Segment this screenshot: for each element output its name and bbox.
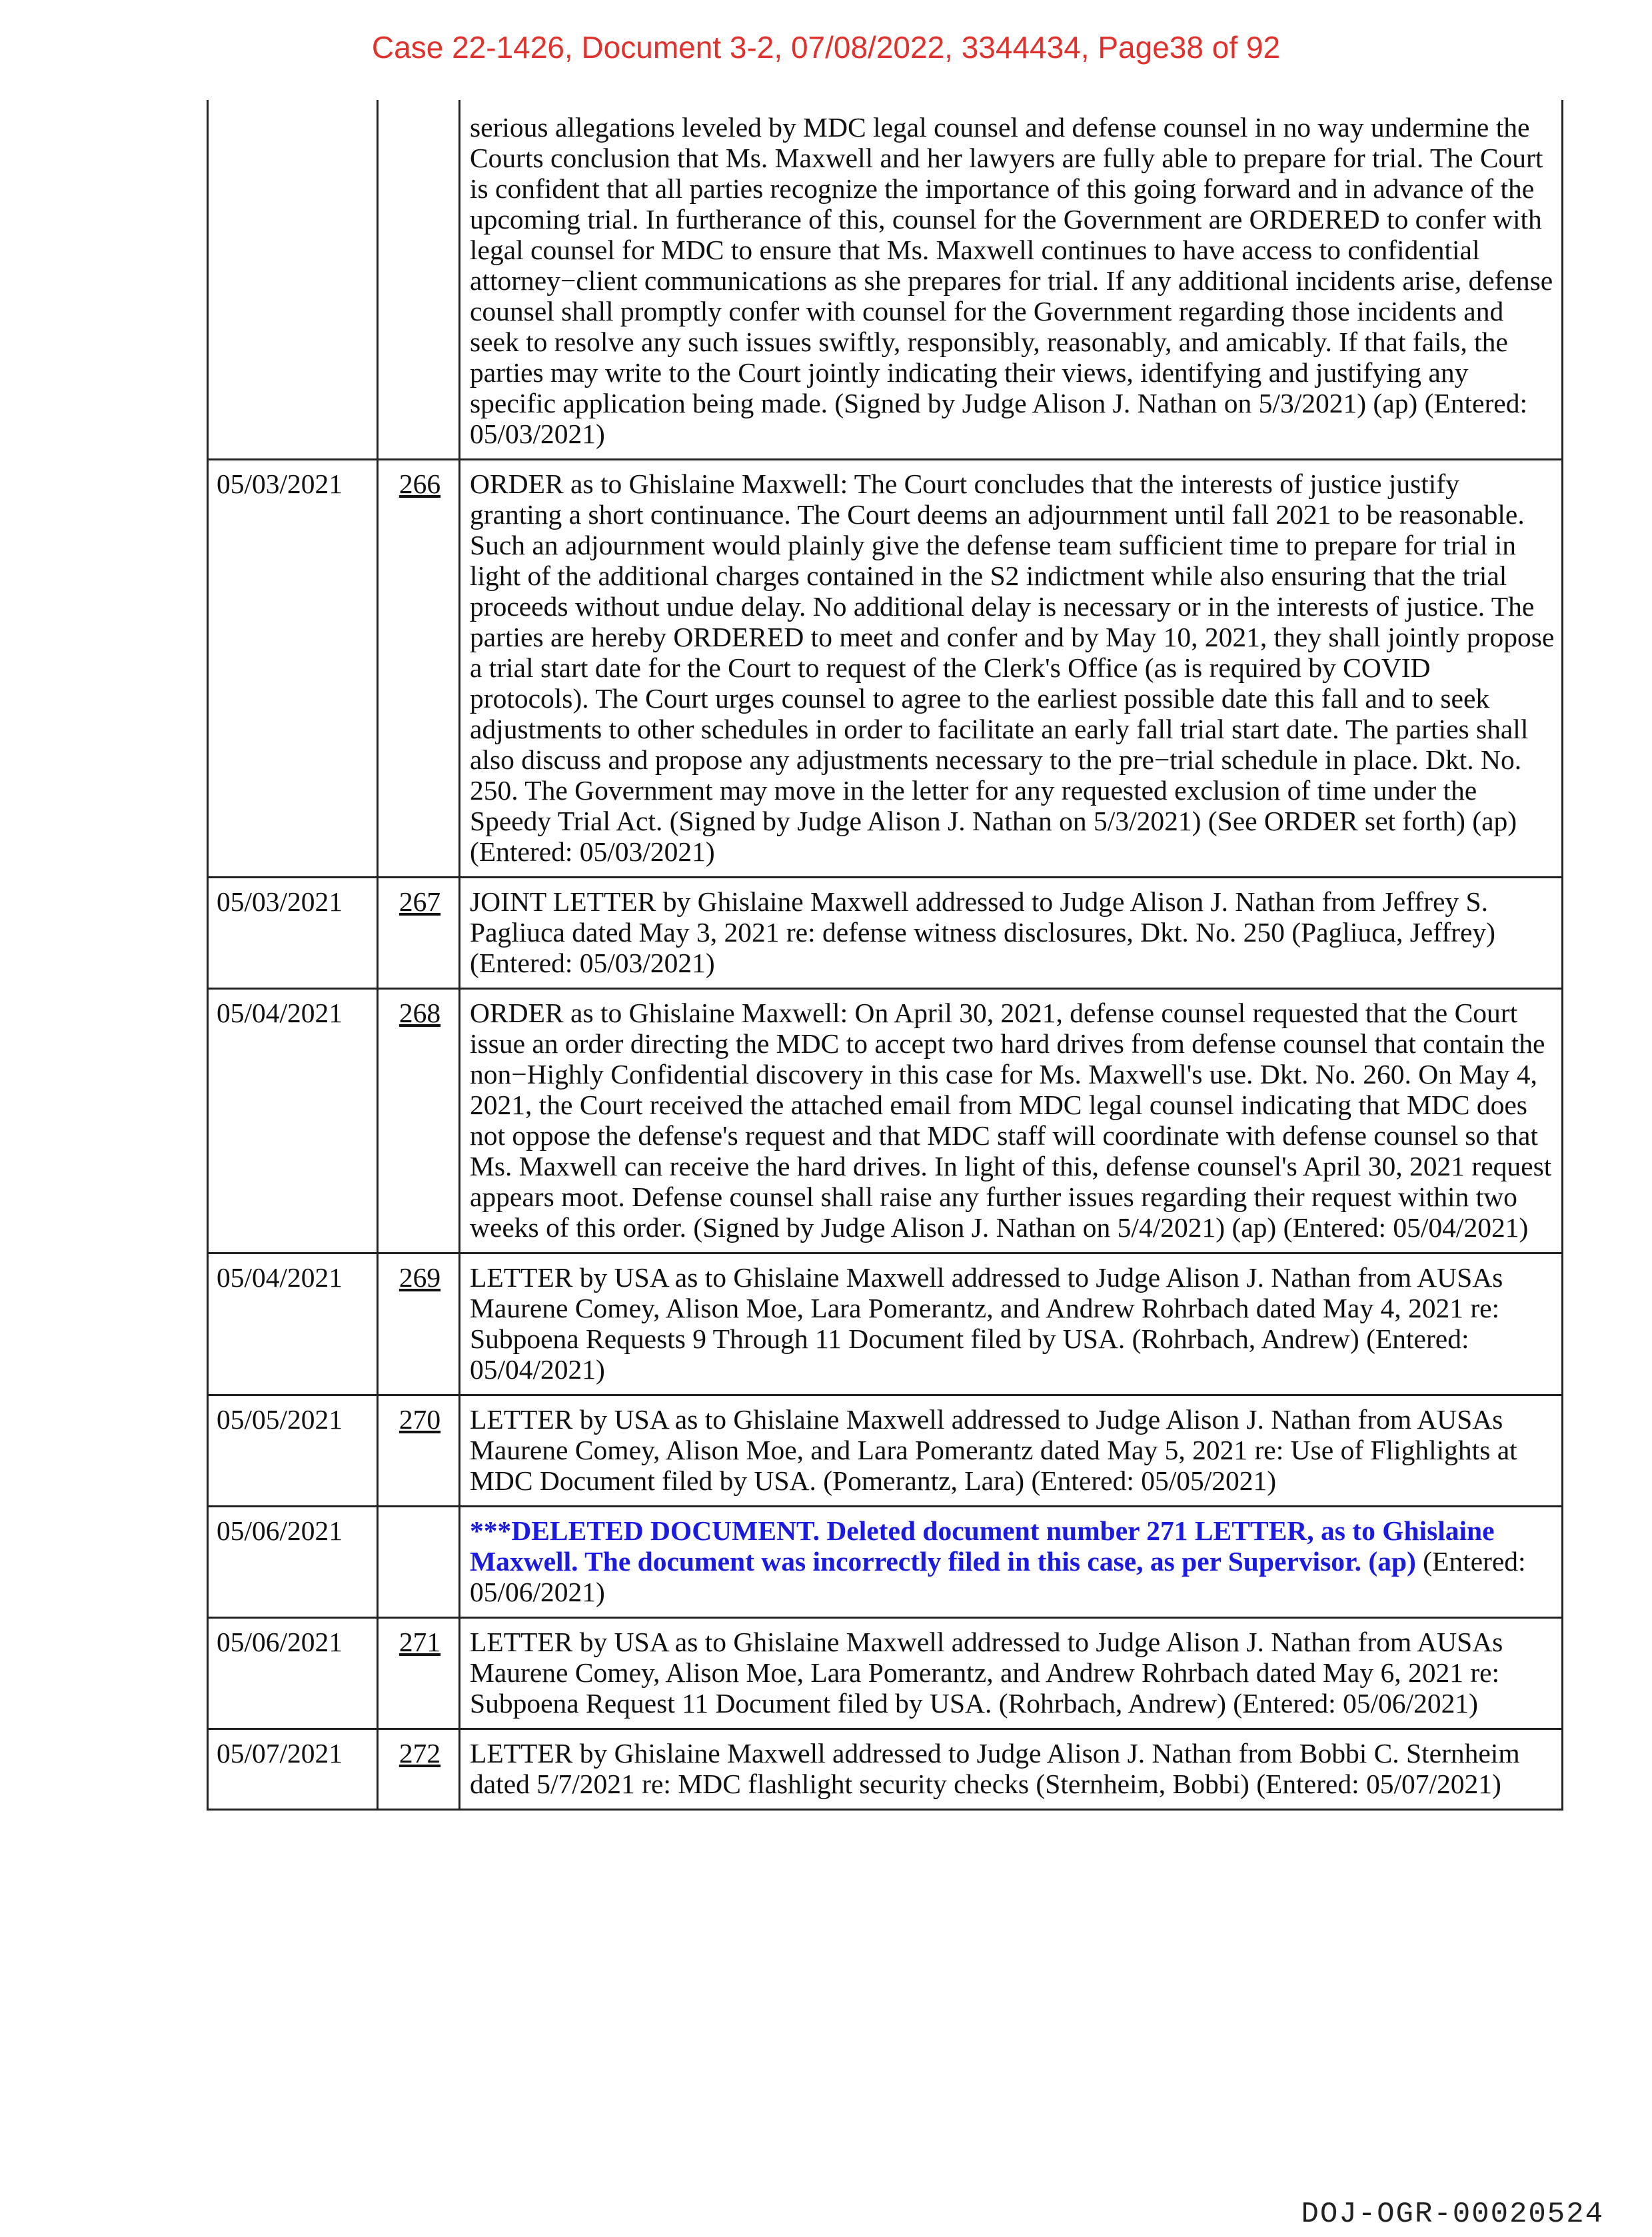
entry-date: 05/04/2021: [208, 989, 378, 1253]
entry-number-link[interactable]: 266: [399, 468, 441, 499]
entry-text: LETTER by USA as to Ghislaine Maxwell addressed to Judge Alison J. Nathan from AUSAs Maurene Comey, Alison Moe, Lara Pomerantz, and Andrew Rohrbach dated May 4, 2021 re: Subpoena Requests 9 Through 11 Document filed by USA. (Rohrbach, Andrew) (Entered: 05/04/2021): [460, 1253, 1563, 1395]
docket-table: [207, 100, 1563, 1811]
entry-date: 05/03/2021: [208, 878, 378, 989]
entry-date: 05/06/2021: [208, 1618, 378, 1729]
entry-number: [378, 1729, 460, 1810]
deleted-document-notice: ***DELETED DOCUMENT. Deleted document number 271 LETTER, as to Ghislaine Maxwell. The document was incorrectly filed in this case, as per Supervisor. (ap): [470, 1515, 1495, 1577]
entry-date: 05/05/2021: [208, 1395, 378, 1507]
entry-number: [378, 878, 460, 989]
entry-date: 05/03/2021: [208, 460, 378, 878]
entry-text: [460, 1507, 1563, 1618]
docket-row: [208, 100, 1563, 460]
case-header: Case 22-1426, Document 3-2, 07/08/2022, 3344434, Page38 of 92: [371, 30, 1281, 65]
entry-number-link[interactable]: 272: [399, 1738, 441, 1769]
entry-entered-date: (Entered: 05/06/2021): [470, 1546, 1526, 1607]
entry-number: [378, 1395, 460, 1507]
entry-text: ORDER as to Ghislaine Maxwell: On April 30, 2021, defense counsel requested that the Court issue an order directing the MDC to accept two hard drives from defense counsel that contain the non−Highly Confidential discovery in this case for Ms. Maxwell's use. Dkt. No. 260. On May 4, 2021, the Court received the attached email from MDC legal counsel indicating that MDC does not oppose the defense's request and that MDC staff will coordinate with defense counsel so that Ms. Maxwell can receive the hard drives. In light of this, defense counsel's April 30, 2021 request appears moot. Defense counsel shall raise any further issues regarding their request within two weeks of this order. (Signed by Judge Alison J. Nathan on 5/4/2021) (ap) (Entered: 05/04/2021): [460, 989, 1563, 1253]
entry-date: 05/06/2021: [208, 1507, 378, 1618]
entry-number-link[interactable]: 268: [399, 998, 441, 1028]
entry-text: LETTER by Ghislaine Maxwell addressed to Judge Alison J. Nathan from Bobbi C. Sternheim dated 5/7/2021 re: MDC flashlight security checks (Sternheim, Bobbi) (Entered: 05/07/2021): [460, 1729, 1563, 1810]
entry-text: JOINT LETTER by Ghislaine Maxwell addressed to Judge Alison J. Nathan from Jeffrey S. Pagliuca dated May 3, 2021 re: defense witness disclosures, Dkt. No. 250 (Pagliuca, Jeffrey) (Entered: 05/03/2021): [460, 878, 1563, 989]
docket-row: [208, 460, 1563, 878]
docket-row: [208, 989, 1563, 1253]
entry-text: serious allegations leveled by MDC legal counsel and defense counsel in no way undermine the Courts conclusion that Ms. Maxwell and her lawyers are fully able to prepare for trial. The Court is confident that all parties recognize the importance of this going forward and in advance of the upcoming trial. In furtherance of this, counsel for the Government are ORDERED to confer with legal counsel for MDC to ensure that Ms. Maxwell continues to have access to confidential attorney−client communications as she prepares for trial. If any additional incidents arise, defense counsel shall promptly confer with counsel for the Government regarding those incidents and seek to resolve any such issues swiftly, responsibly, reasonably, and amicably. If that fails, the parties may write to the Court jointly indicating their views, identifying and justifying any specific application being made. (Signed by Judge Alison J. Nathan on 5/3/2021) (ap) (Entered: 05/03/2021): [460, 100, 1563, 460]
entry-number: [378, 100, 460, 460]
entry-number: [378, 460, 460, 878]
entry-text: ORDER as to Ghislaine Maxwell: The Court concludes that the interests of justice justify granting a short continuance. The Court deems an adjournment until fall 2021 to be reasonable. Such an adjournment would plainly give the defense team sufficient time to prepare for trial in light of the additional charges contained in the S2 indictment while also ensuring that the trial proceeds without undue delay. No additional delay is necessary or in the interests of justice. The parties are hereby ORDERED to meet and confer and by May 10, 2021, they shall jointly propose a trial start date for the Court to request of the Clerk's Office (as is required by COVID protocols). The Court urges counsel to agree to the earliest possible date this fall and to seek adjustments to other schedules in order to facilitate an early fall trial start date. The parties shall also discuss and propose any adjustments necessary to the pre−trial schedule in place. Dkt. No. 250. The Government may move in the letter for any requested exclusion of time under the Speedy Trial Act. (Signed by Judge Alison J. Nathan on 5/3/2021) (See ORDER set forth) (ap) (Entered: 05/03/2021): [460, 460, 1563, 878]
entry-number-link[interactable]: 270: [399, 1404, 441, 1435]
entry-date: 05/04/2021: [208, 1253, 378, 1395]
entry-date: [208, 100, 378, 460]
entry-number: [378, 1507, 460, 1618]
entry-number: [378, 1618, 460, 1729]
docket-row: [208, 1618, 1563, 1729]
entry-text: LETTER by USA as to Ghislaine Maxwell addressed to Judge Alison J. Nathan from AUSAs Maurene Comey, Alison Moe, Lara Pomerantz, and Andrew Rohrbach dated May 6, 2021 re: Subpoena Request 11 Document filed by USA. (Rohrbach, Andrew) (Entered: 05/06/2021): [460, 1618, 1563, 1729]
entry-text: LETTER by USA as to Ghislaine Maxwell addressed to Judge Alison J. Nathan from AUSAs Maurene Comey, Alison Moe, and Lara Pomerantz dated May 5, 2021 re: Use of Flighlights at MDC Document filed by USA. (Pomerantz, Lara) (Entered: 05/05/2021): [460, 1395, 1563, 1507]
entry-date: 05/07/2021: [208, 1729, 378, 1810]
docket-row: [208, 1729, 1563, 1810]
entry-number-link[interactable]: 267: [399, 886, 441, 917]
docket-row: [208, 1507, 1563, 1618]
docket-row: [208, 878, 1563, 989]
bates-number: DOJ-OGR-00020524: [1301, 2198, 1604, 2231]
docket-row: [208, 1253, 1563, 1395]
entry-number: [378, 989, 460, 1253]
entry-number: [378, 1253, 460, 1395]
docket-row: [208, 1395, 1563, 1507]
entry-number-link[interactable]: 271: [399, 1627, 441, 1657]
entry-number-link[interactable]: 269: [399, 1262, 441, 1293]
